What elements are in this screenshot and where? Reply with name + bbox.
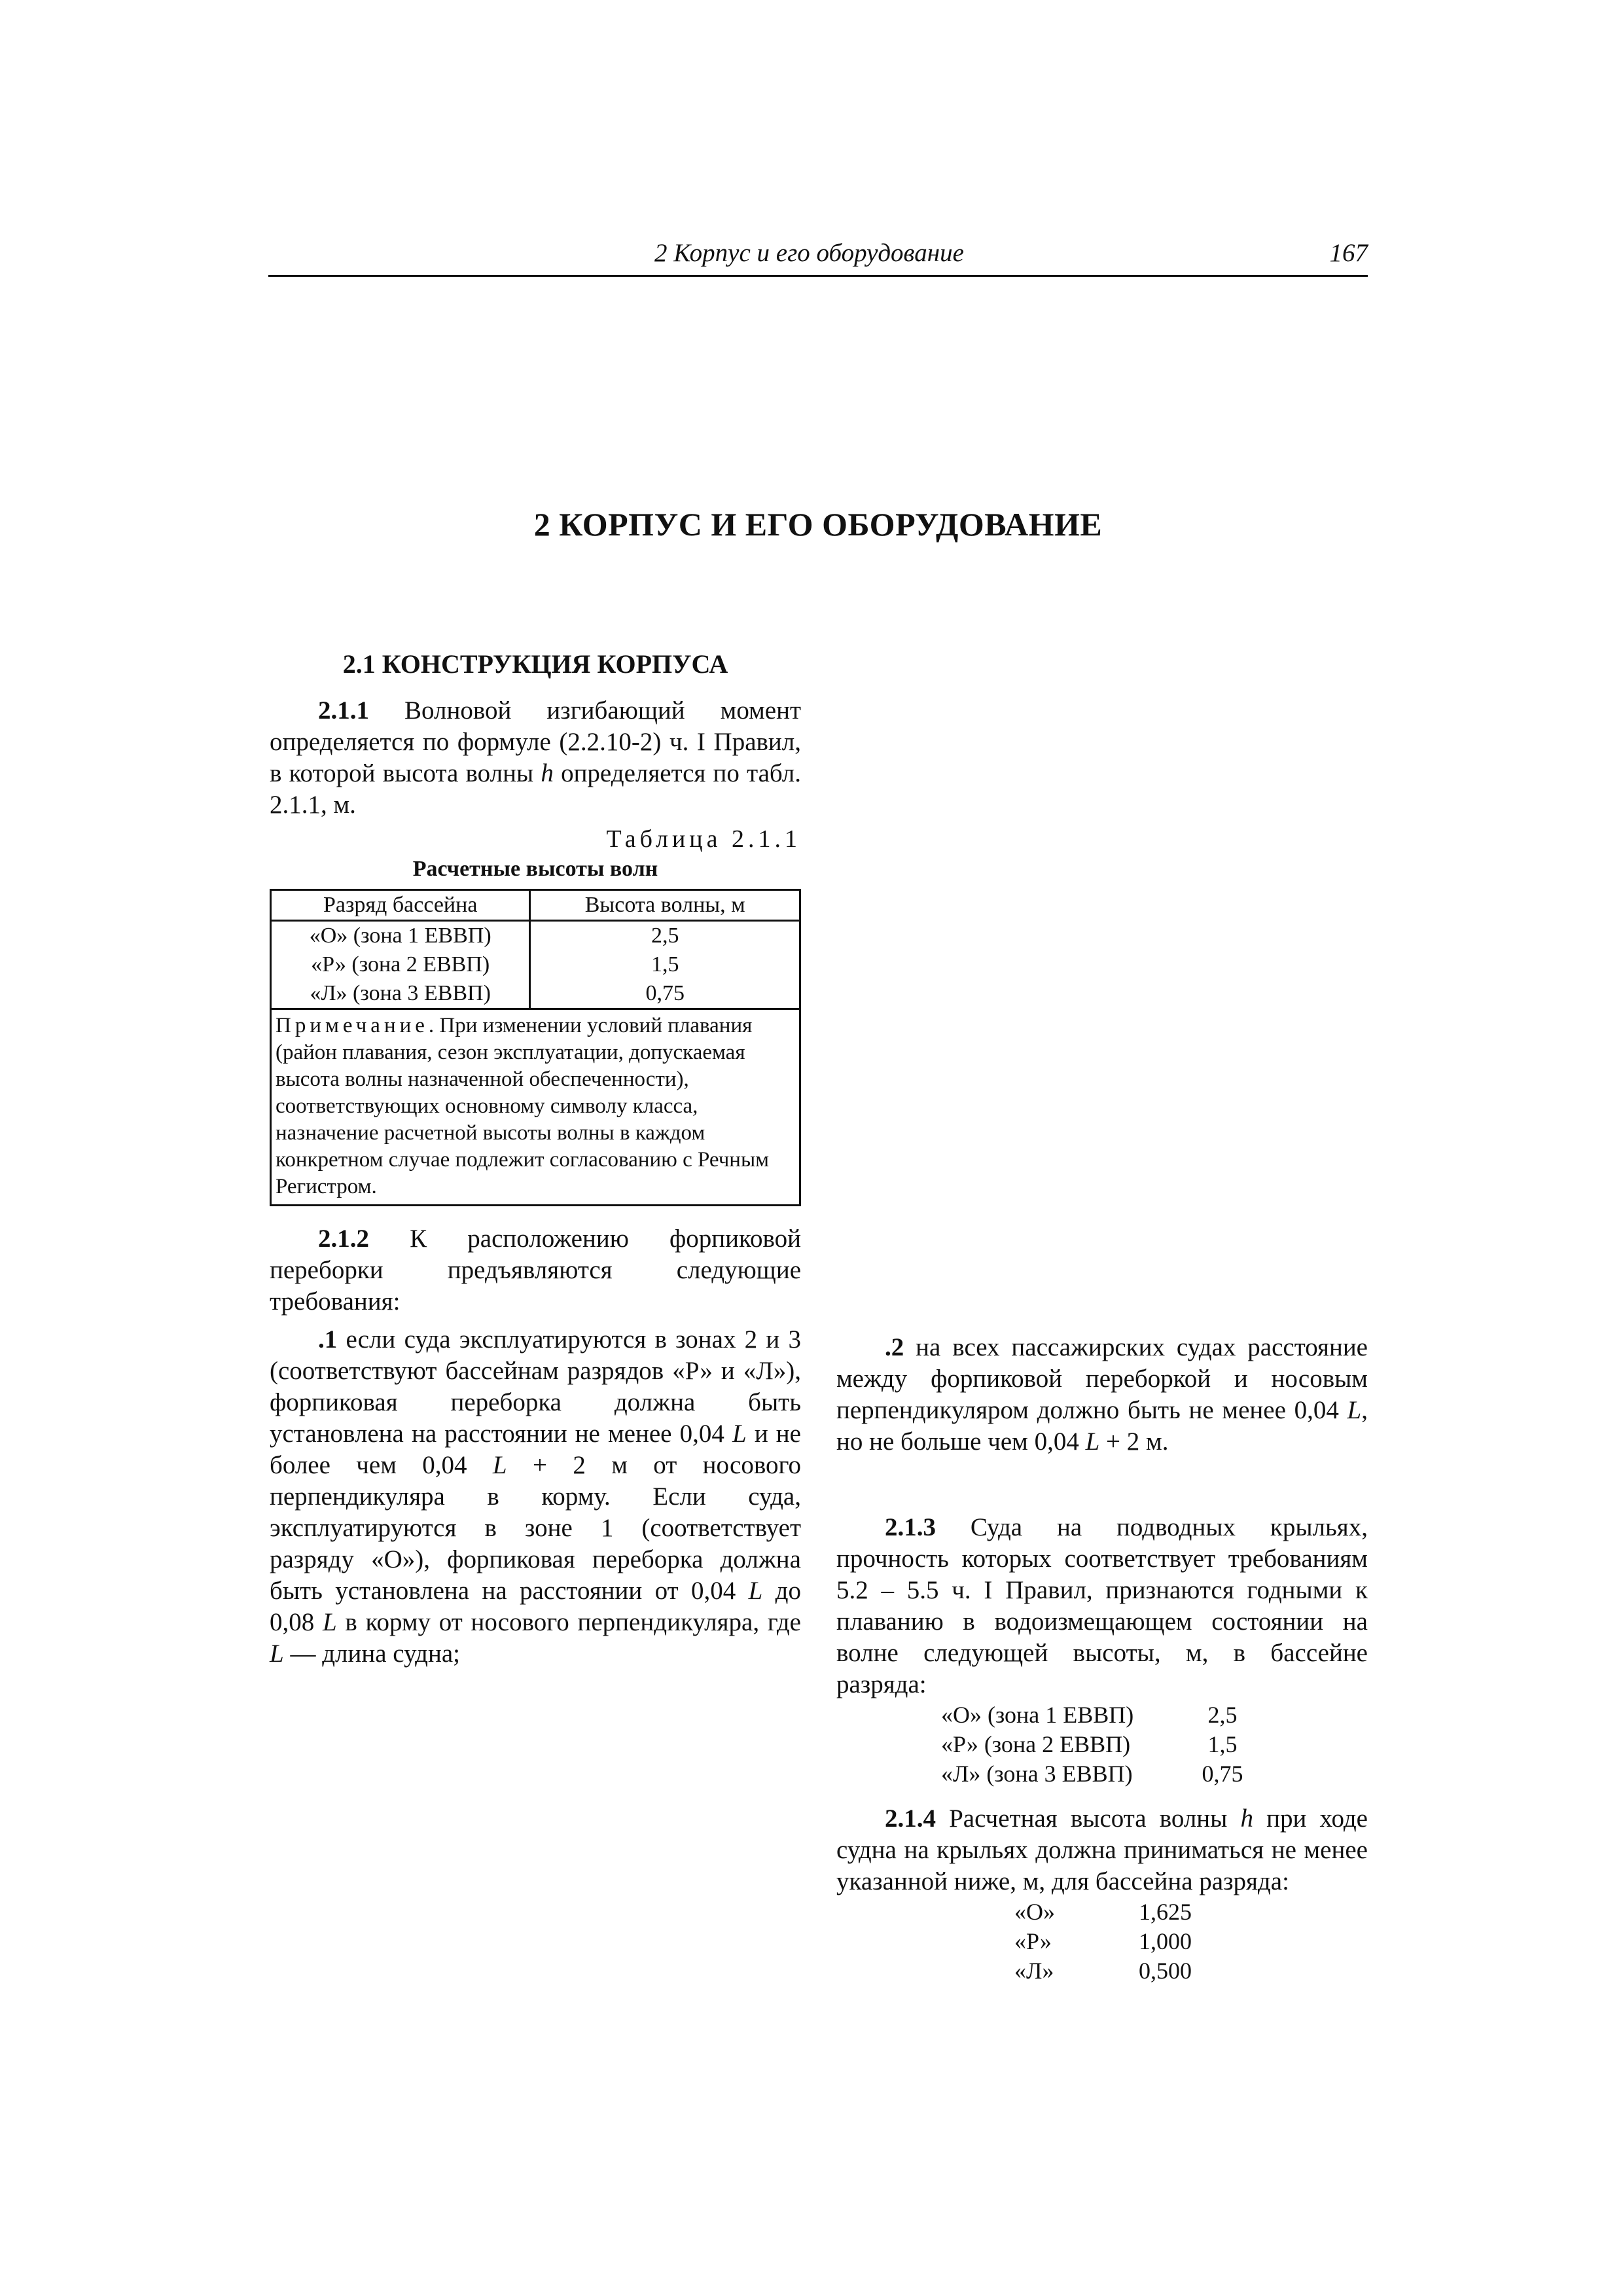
item-text: на всех пассажирских судах расстояние между форпиковой переборкой и носовым перпендикуляром должно быть не менее 0,04 bbox=[836, 1333, 1368, 1424]
item-text: в корму от носового перпендикуляра, где bbox=[336, 1608, 801, 1636]
wave-height-table bbox=[270, 889, 801, 1206]
chapter-title: 2 КОРПУС И ЕГО ОБОРУДОВАНИЕ bbox=[533, 506, 1103, 543]
list-label: «Л» (зона 3 ЕВВП) bbox=[941, 1761, 1133, 1787]
section-title: 2.1 КОНСТРУКЦИЯ КОРПУСА bbox=[342, 649, 728, 679]
variable-L: L bbox=[1347, 1396, 1362, 1424]
item-text: и не более чем 0,04 bbox=[270, 1420, 801, 1479]
list-value: 2,5 bbox=[1207, 1702, 1238, 1728]
list-label: «Р» (зона 2 ЕВВП) bbox=[941, 1731, 1131, 1757]
paragraph-number: 2.1.1 bbox=[318, 696, 369, 725]
list-value: 1,625 bbox=[1139, 1899, 1192, 1925]
table-row bbox=[271, 979, 800, 1009]
item-text: , но не больше чем 0,04 bbox=[836, 1396, 1368, 1456]
note-label: Примечание bbox=[276, 1014, 429, 1037]
list-value: 1,000 bbox=[1139, 1928, 1192, 1954]
list-item bbox=[836, 1730, 1368, 1759]
list-label: «О» bbox=[1014, 1899, 1055, 1925]
table-cell: «Л» (зона 3 ЕВВП) bbox=[271, 979, 530, 1009]
item-text: до 0,08 bbox=[270, 1577, 802, 1636]
list-item bbox=[836, 1897, 1368, 1927]
table-note bbox=[271, 1009, 800, 1206]
right-column bbox=[836, 1332, 1368, 1458]
right-column-lower bbox=[836, 1512, 1368, 1986]
table-row bbox=[271, 921, 800, 951]
list-label: «Р» bbox=[1014, 1928, 1052, 1954]
list-item bbox=[836, 1956, 1368, 1986]
paragraph-text: при ходе судна на крыльях должна приниматься не менее указанной ниже, м, для бассейна разряда: bbox=[836, 1804, 1368, 1895]
paragraph-text: Волновой изгибающий момент определяется по формуле (2.2.10-2) ч. I Правил, в которой высота волны bbox=[270, 696, 801, 787]
paragraph-2-1-2 bbox=[270, 1223, 801, 1318]
paragraph-number: 2.1.3 bbox=[885, 1513, 936, 1541]
page-number: 167 bbox=[1329, 239, 1368, 267]
table-header: Высота волны, м bbox=[530, 890, 800, 921]
item-text: — длина судна; bbox=[283, 1640, 461, 1668]
list-value: 1,5 bbox=[1207, 1731, 1238, 1757]
table-cell: 1,5 bbox=[530, 950, 800, 979]
left-column bbox=[270, 648, 801, 1670]
variable-L: L bbox=[322, 1608, 337, 1636]
paragraph-2-1-3 bbox=[836, 1512, 1368, 1700]
variable-L: L bbox=[492, 1451, 507, 1479]
item-number: .1 bbox=[318, 1325, 338, 1354]
list-item bbox=[836, 1700, 1368, 1730]
variable-h: h bbox=[541, 759, 554, 787]
table-note-row bbox=[271, 1009, 800, 1206]
hydrofoil-wave-list bbox=[836, 1897, 1368, 1986]
item-number: .2 bbox=[885, 1333, 904, 1361]
list-item bbox=[836, 1759, 1368, 1789]
paragraph-number: 2.1.2 bbox=[318, 1225, 369, 1253]
paragraph-text: определяется по табл. 2.1.1, м. bbox=[270, 759, 801, 819]
list-value: 0,75 bbox=[1202, 1761, 1243, 1787]
item-1 bbox=[270, 1324, 801, 1670]
variable-h: h bbox=[1240, 1804, 1253, 1833]
list-value: 0,500 bbox=[1139, 1958, 1192, 1984]
item-text: + 2 м. bbox=[1099, 1427, 1169, 1456]
table-cell: 0,75 bbox=[530, 979, 800, 1009]
table-cell: «Р» (зона 2 ЕВВП) bbox=[271, 950, 530, 979]
paragraph-number: 2.1.4 bbox=[885, 1804, 936, 1833]
variable-L: L bbox=[270, 1640, 284, 1668]
running-header-title: 2 Корпус и его оборудование bbox=[654, 239, 964, 267]
table-row bbox=[271, 950, 800, 979]
list-item bbox=[836, 1927, 1368, 1956]
table-title: Расчетные высоты волн bbox=[412, 857, 658, 881]
list-label: «О» (зона 1 ЕВВП) bbox=[941, 1702, 1134, 1728]
table-label: Таблица 2.1.1 bbox=[606, 825, 801, 853]
item-text: если суда эксплуатируются в зонах 2 и 3 (соответствуют бассейнам разрядов «Р» и «Л»), форпиковая переборка должна быть установлена на расстоянии не менее 0,04 bbox=[270, 1325, 801, 1448]
zone-wave-list bbox=[836, 1700, 1368, 1789]
variable-L: L bbox=[748, 1577, 763, 1605]
item-2 bbox=[836, 1332, 1368, 1458]
table-header: Разряд бассейна bbox=[271, 890, 530, 921]
variable-L: L bbox=[732, 1420, 747, 1448]
table-cell: 2,5 bbox=[530, 921, 800, 951]
paragraph-text: Суда на подводных крыльях, прочность которых соответствует требованиям 5.2 – 5.5 ч. I Правил, признаются годными к плаванию в водоизмещающем состоянии на волне следующей высоты, м, в бассейне разряда: bbox=[836, 1513, 1368, 1698]
note-text: . При изменении условий плавания (район плавания, сезон эксплуатации, допускаемая высота волны назначенной обеспеченности), соответствующих основному символу класса, назначение расчетной высоты волны в каждом конкретном случае подлежит согласованию с Речным Регистром. bbox=[276, 1014, 770, 1198]
paragraph-text: К расположению форпиковой переборки предъявляются следующие требования: bbox=[270, 1225, 801, 1316]
running-header bbox=[268, 237, 1368, 277]
variable-L: L bbox=[1085, 1427, 1100, 1456]
list-label: «Л» bbox=[1014, 1958, 1054, 1984]
item-text: + 2 м от носового перпендикуляра в корму. Если суда, эксплуатируются в зоне 1 (соответствует разряду «О»), форпиковая переборка должна быть установлена на расстоянии от 0,04 bbox=[270, 1451, 801, 1605]
paragraph-2-1-4 bbox=[836, 1803, 1368, 1897]
paragraph-2-1-1 bbox=[270, 695, 801, 821]
paragraph-text: Расчетная высота волны bbox=[936, 1804, 1241, 1833]
table-cell: «О» (зона 1 ЕВВП) bbox=[271, 921, 530, 951]
